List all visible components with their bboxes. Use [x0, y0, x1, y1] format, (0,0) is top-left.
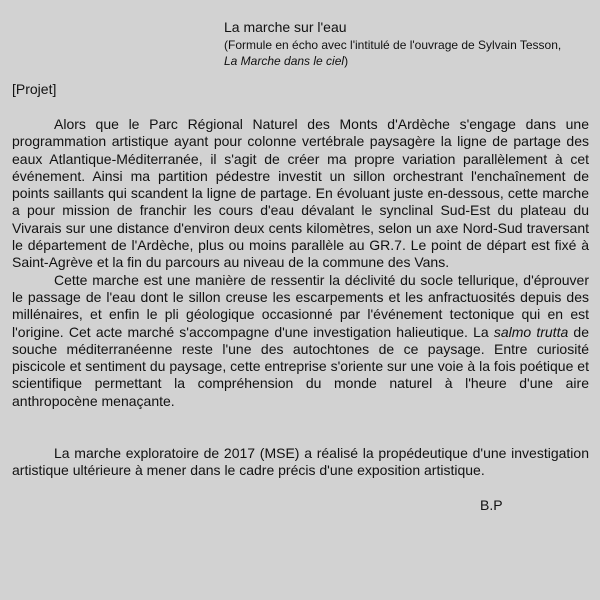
species-name: salmo trutta — [493, 323, 569, 340]
document-title: La marche sur l'eau — [224, 19, 347, 35]
paragraph-3: La marche exploratoire de 2017 (MSE) a réalisé la propédeutique d'une investigation artistique ultérieure à mener dans le cadre précis d'une exposition artistique. — [12, 445, 589, 479]
document-subtitle — [224, 37, 564, 69]
paragraph-1: Alors que le Parc Régional Naturel des Monts d'Ardèche s'engage dans une programmation artistique ayant pour colonne vertébrale paysagère la ligne de partage des eaux Atlantique-Méditerranée, il s'agit de créer ma propre variation parallèlement à cet événement. Ainsi ma partition pédestre investit un sillon orchestrant l'enchaînement de points saillants qui scandent la ligne de partage. En évoluant juste en-dessous, cette marche a pour mission de franchir les cours d'eau dévalant le synclinal Sud-Est du plateau du Vivarais sur une distance d'environ deux cents kilomètres, selon un axe Nord-Sud traversant le département de l'Ardèche, plus ou moins parallèle au GR.7. Le point de départ est fixé à Saint-Agrève et la fin du parcours au niveau de la commune des Vans. — [12, 116, 589, 271]
paragraph-2-text: Cette marche est une manière de ressentir la déclivité du socle tellurique, d'éprouver le passage de l'eau dont le sillon creuse les escarpements et les anfractuosités depuis des millénaires, et enfin le pli géologique occasionné par l'événement tectonique qui en est l'origine. Cet acte marché s'accompagne d'une investigation halieutique. La — [12, 271, 589, 340]
subtitle-text: (Formule en écho avec l'intitulé de l'ouvrage de Sylvain Tesson, — [224, 38, 562, 52]
paragraph-2-text-end: de souche méditerranéenne reste l'une des autochtones de ce paysage. Entre curiosité piscicole et sentiment du paysage, cette entreprise s'oriente sur une voie à la fois poétique et scientifique permettant la compréhension du monde naturel à l'heure d'une aire anthropocène menaçante. — [12, 323, 589, 409]
book-title: La Marche dans le ciel — [224, 54, 345, 68]
signature: B.P — [480, 497, 503, 513]
section-label: [Projet] — [12, 81, 57, 97]
subtitle-close: ) — [344, 54, 349, 68]
document-body — [12, 116, 589, 480]
paragraph-2 — [12, 272, 589, 410]
document-header — [224, 18, 564, 69]
